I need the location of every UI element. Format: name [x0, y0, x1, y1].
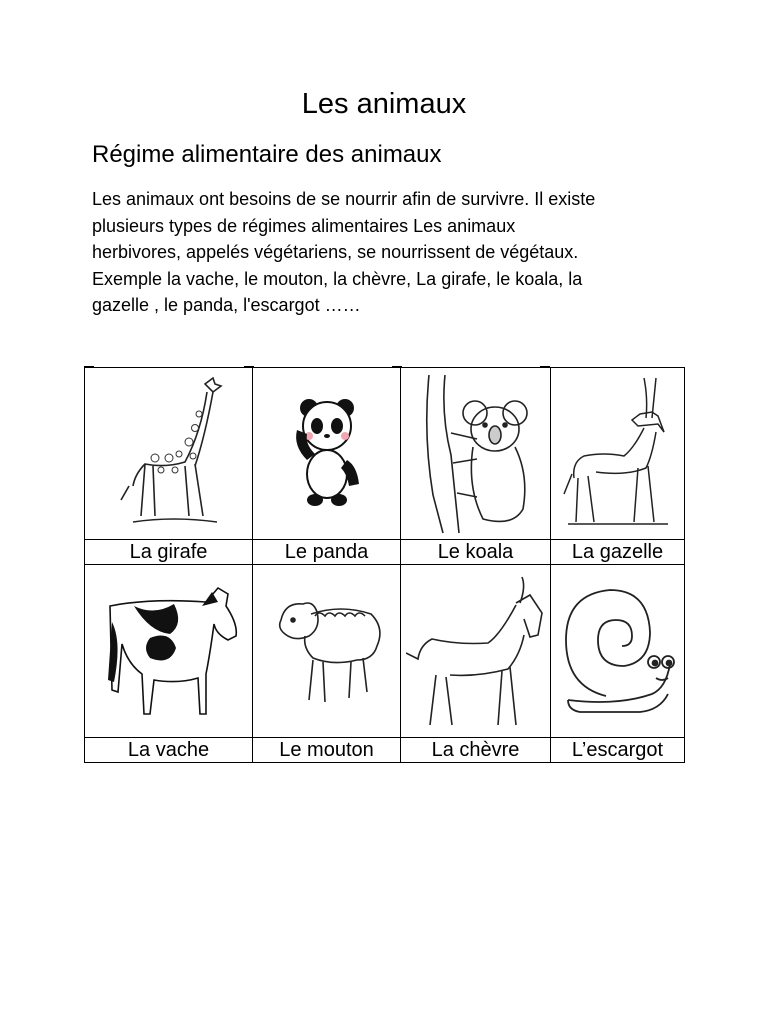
koala-drawing-icon — [411, 373, 541, 535]
paragraph-line: gazelle , le panda, l'escargot …… — [92, 295, 361, 315]
paragraph-line: herbivores, appelés végétariens, se nourrissent de végétaux. — [92, 242, 579, 262]
snail-drawing-icon — [558, 576, 678, 726]
paragraph-line: Les animaux ont besoins de se nourrir afin de survivre. Il existe — [92, 189, 596, 209]
animal-label: Le mouton — [253, 738, 401, 763]
animal-grid — [84, 367, 685, 763]
gazelle-drawing-icon — [558, 374, 678, 534]
label-row — [85, 540, 685, 565]
sheep-cell — [253, 565, 401, 738]
panda-drawing-icon — [287, 394, 367, 514]
panda-cell — [253, 368, 401, 540]
image-row — [85, 565, 685, 738]
animal-label: La chèvre — [401, 738, 551, 763]
animal-label: La girafe — [85, 540, 253, 565]
giraffe-drawing-icon — [109, 374, 229, 534]
goat-drawing-icon — [406, 571, 546, 731]
cow-drawing-icon — [94, 576, 244, 726]
animal-label: La gazelle — [551, 540, 685, 565]
snail-cell — [551, 565, 685, 738]
gazelle-cell — [551, 368, 685, 540]
animal-label: La vache — [85, 738, 253, 763]
paragraph-line: plusieurs types de régimes alimentaires Les animaux — [92, 215, 516, 236]
intro-paragraph — [92, 186, 692, 319]
page-title: Les animaux — [301, 88, 467, 120]
image-row — [85, 368, 685, 540]
paragraph-line: Exemple la vache, le mouton, la chèvre, La girafe, le koala, la — [92, 268, 583, 289]
section-heading: Régime alimentaire des animaux — [92, 141, 442, 168]
animal-label: Le koala — [401, 540, 551, 565]
sheep-drawing-icon — [267, 586, 387, 716]
cow-cell — [85, 565, 253, 738]
animal-label: Le panda — [253, 540, 401, 565]
animal-label: L’escargot — [551, 738, 685, 763]
giraffe-cell — [85, 368, 253, 540]
koala-cell — [401, 368, 551, 540]
goat-cell — [401, 565, 551, 738]
label-row — [85, 738, 685, 763]
